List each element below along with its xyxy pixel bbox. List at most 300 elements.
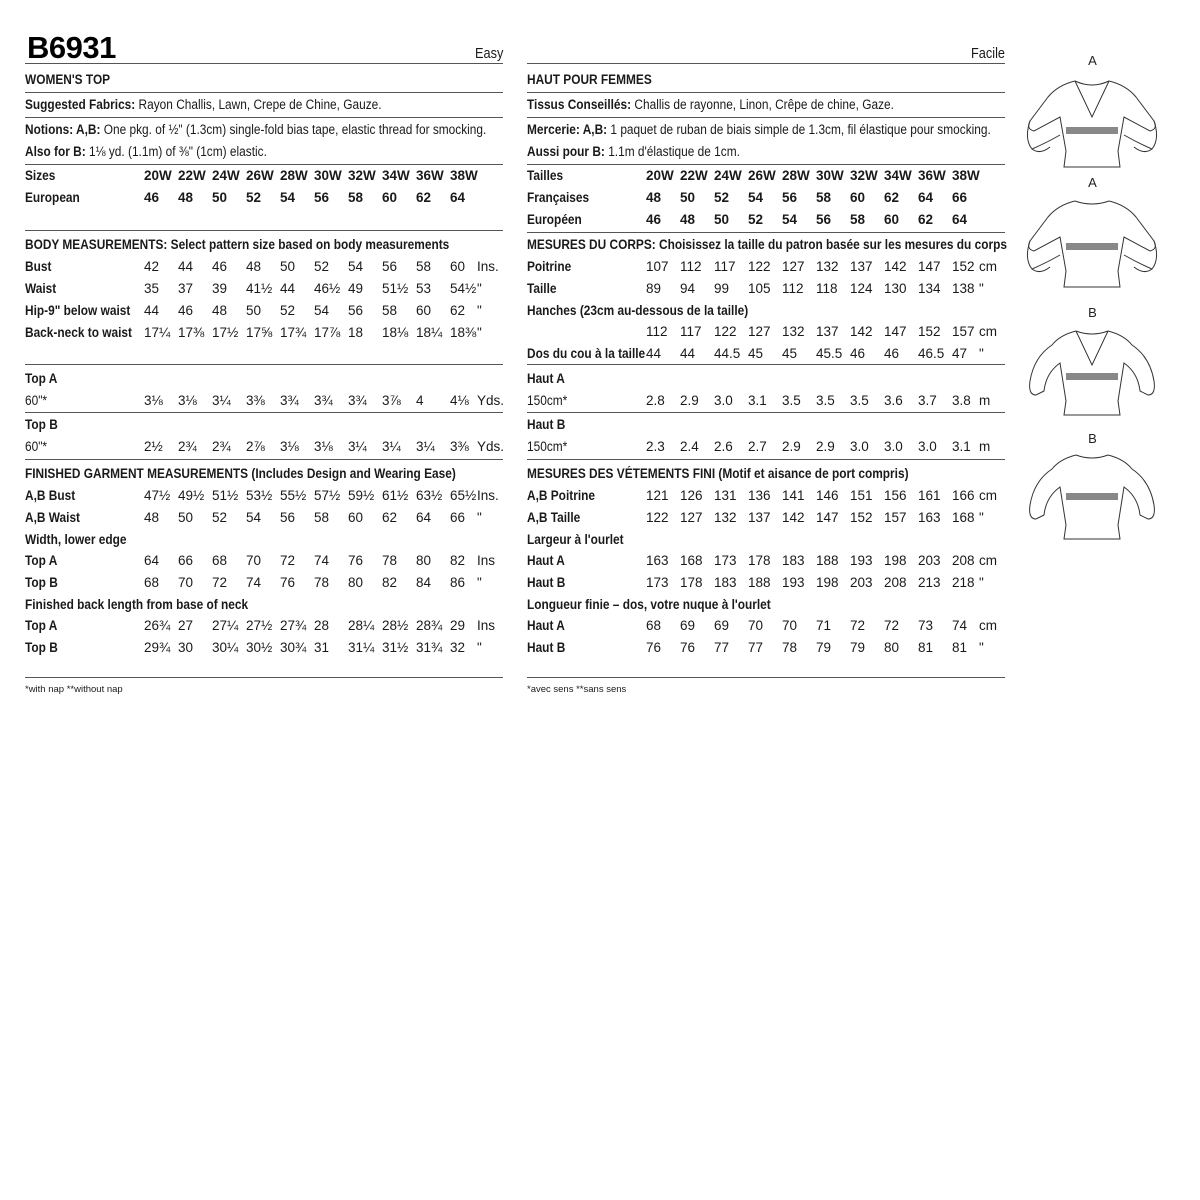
body-row — [527, 279, 1005, 299]
cell-value: 32W — [348, 168, 376, 183]
cell-value: 54 — [782, 212, 798, 227]
cell-value: 69 — [680, 618, 696, 633]
finished-waist-row — [25, 508, 503, 528]
unit-label: Ins. — [477, 259, 499, 274]
cell-value: 52 — [748, 212, 764, 227]
cell-value: 156 — [884, 488, 907, 503]
cell-value: 157 — [884, 510, 907, 525]
cell-value: 46 — [850, 346, 866, 361]
cell-value: 30 — [178, 640, 194, 655]
cell-value: 80 — [884, 640, 900, 655]
row-label: Finished back length from base of neck — [25, 597, 249, 612]
cell-value: 3.0 — [850, 439, 869, 454]
divider — [527, 412, 1005, 413]
cell-value: 121 — [646, 488, 669, 503]
cell-value: 118 — [816, 281, 838, 296]
view-a-back-letter: A — [1088, 175, 1097, 190]
cell-value: 45 — [782, 346, 798, 361]
body-row — [527, 344, 1005, 364]
row-label: Poitrine — [527, 259, 572, 274]
cell-value: 63½ — [416, 488, 443, 503]
cell-value: 28½ — [382, 618, 409, 633]
cell-value: 68 — [212, 553, 228, 568]
cell-value: 74 — [246, 575, 262, 590]
cell-value: 64 — [952, 212, 968, 227]
row-label: Width, lower edge — [25, 532, 127, 547]
cell-value: 31¼ — [348, 640, 375, 655]
cell-value: 161 — [918, 488, 941, 503]
cell-value: 17½ — [212, 325, 239, 340]
difficulty-label: Easy — [474, 45, 503, 62]
cell-value: 66 — [178, 553, 194, 568]
cell-value: 81 — [952, 640, 968, 655]
cell-value: 64 — [450, 190, 466, 205]
cell-value: 152 — [918, 324, 941, 339]
cell-value: 141 — [782, 488, 805, 503]
row-label: 150cm* — [527, 439, 568, 454]
top-b-heading — [25, 415, 503, 435]
cell-value: 188 — [748, 575, 771, 590]
cell-value: 168 — [952, 510, 975, 525]
cell-value: 22W — [178, 168, 206, 183]
cell-value: 152 — [952, 259, 975, 274]
cell-value: 59½ — [348, 488, 375, 503]
cell-value: 18⅛ — [382, 325, 409, 340]
cell-value: 44 — [280, 281, 296, 296]
cell-value: 58 — [314, 510, 330, 525]
cell-value: 26W — [748, 168, 776, 183]
row-label: Haut B — [527, 417, 566, 432]
cell-value: 3¾ — [348, 393, 367, 408]
body-heading — [527, 235, 1005, 255]
cell-value: 82 — [450, 553, 466, 568]
cell-value: 44 — [646, 346, 662, 361]
row-label: Largeur à l'ourlet — [527, 532, 624, 547]
cell-value: 56 — [382, 259, 398, 274]
cell-value: 112 — [782, 281, 804, 296]
cell-value: 58 — [850, 212, 866, 227]
length-b-row — [527, 638, 1005, 658]
cell-value: 56 — [280, 510, 296, 525]
cell-value: 56 — [816, 212, 832, 227]
cell-value: 18⅜ — [450, 325, 477, 340]
cell-value: 3.5 — [782, 393, 801, 408]
cell-value: 52 — [714, 190, 730, 205]
cell-value: 127 — [748, 324, 771, 339]
cell-value: 72 — [850, 618, 866, 633]
cell-value: 173 — [646, 575, 669, 590]
length-a-row — [527, 616, 1005, 636]
cell-value: 65½ — [450, 488, 477, 503]
cell-value: 62 — [416, 190, 432, 205]
cell-value: 24W — [212, 168, 240, 183]
cell-value: 3.0 — [884, 439, 903, 454]
cell-value: 3.8 — [952, 393, 971, 408]
cell-value: 178 — [748, 553, 771, 568]
top-b-front-drawing — [1020, 321, 1165, 421]
cell-value: 17⅜ — [178, 325, 205, 340]
haut-b-yardage-row — [527, 437, 1005, 457]
fabrics-line: Suggested Fabrics: Rayon Challis, Lawn, Crepe de Chine, Gauze. — [25, 97, 382, 112]
unit-label: " — [979, 575, 984, 590]
sizes-row — [25, 166, 503, 186]
also-for-b-line: Aussi pour B: 1.1m d'élastique de 1cm. — [527, 144, 740, 159]
cell-value: 48 — [178, 190, 194, 205]
cell-value: 26W — [246, 168, 274, 183]
cell-value: 3⅜ — [246, 393, 265, 408]
unit-label: " — [979, 510, 984, 525]
cell-value: 99 — [714, 281, 730, 296]
cell-value: 2½ — [144, 439, 163, 454]
cell-value: 70 — [246, 553, 262, 568]
width-a-row — [25, 551, 503, 571]
unit-label: " — [979, 281, 984, 296]
cell-value: 130 — [884, 281, 907, 296]
cell-value: 131 — [714, 488, 737, 503]
width-b-row — [25, 573, 503, 593]
unit-label: " — [477, 281, 482, 296]
cell-value: 17¼ — [144, 325, 171, 340]
cell-value: 198 — [816, 575, 839, 590]
cell-value: 74 — [952, 618, 968, 633]
top-a-front-drawing — [1020, 69, 1165, 174]
notions-line: Notions: A,B: One pkg. of ½" (1.3cm) single-fold bias tape, elastic thread for smocking. — [25, 122, 487, 137]
cell-value: 4⅛ — [450, 393, 469, 408]
row-label: Dos du cou à la taille — [527, 346, 646, 361]
footnote: *avec sens **sans sens — [527, 684, 627, 695]
cell-value: 193 — [850, 553, 873, 568]
width-heading — [527, 530, 1005, 550]
cell-value: 66 — [450, 510, 466, 525]
cell-value: 79 — [816, 640, 832, 655]
cell-value: 146 — [816, 488, 839, 503]
unit-label: " — [477, 325, 482, 340]
cell-value: 163 — [646, 553, 669, 568]
cell-value: 64 — [918, 190, 934, 205]
cell-value: 2.9 — [782, 439, 801, 454]
length-b-row — [25, 638, 503, 658]
cell-value: 117 — [714, 259, 736, 274]
unit-label: cm — [979, 324, 997, 339]
cell-value: 3.5 — [850, 393, 869, 408]
cell-value: 28¾ — [416, 618, 443, 633]
cell-value: 54 — [280, 190, 296, 205]
divider — [25, 92, 503, 93]
cell-value: 107 — [646, 259, 669, 274]
cell-value: 20W — [646, 168, 674, 183]
cell-value: 2⅞ — [246, 439, 265, 454]
cell-value: 80 — [416, 553, 432, 568]
divider — [527, 364, 1005, 365]
cell-value: 112 — [680, 259, 702, 274]
cell-value: 142 — [782, 510, 805, 525]
cell-value: 52 — [212, 510, 228, 525]
cell-value: 46 — [144, 190, 160, 205]
length-heading — [527, 595, 1005, 615]
cell-value: 66 — [952, 190, 968, 205]
top-b-back-drawing — [1020, 447, 1165, 547]
cell-value: 27 — [178, 618, 194, 633]
cell-value: 3¼ — [416, 439, 435, 454]
cell-value: 72 — [280, 553, 296, 568]
cell-value: 18¼ — [416, 325, 443, 340]
width-b-row — [527, 573, 1005, 593]
cell-value: 70 — [178, 575, 194, 590]
cell-value: 31 — [314, 640, 330, 655]
row-label: European — [25, 190, 80, 205]
view-drawings — [1020, 45, 1165, 545]
cell-value: 24W — [714, 168, 742, 183]
cell-value: 81 — [918, 640, 934, 655]
cell-value: 117 — [680, 324, 702, 339]
cell-value: 64 — [144, 553, 160, 568]
cell-value: 72 — [884, 618, 900, 633]
cell-value: 31½ — [382, 640, 409, 655]
cell-value: 50 — [680, 190, 696, 205]
cell-value: 20W — [144, 168, 172, 183]
cell-value: 55½ — [280, 488, 307, 503]
cell-value: 2.9 — [816, 439, 835, 454]
cell-value: 60 — [884, 212, 900, 227]
body-row — [25, 279, 503, 299]
notions-line: Mercerie: A,B: 1 paquet de ruban de biais simple de 1.3cm, fil élastique pour smocking. — [527, 122, 991, 137]
cell-value: 2.8 — [646, 393, 665, 408]
cell-value: 3⅞ — [382, 393, 401, 408]
cell-value: 46 — [178, 303, 194, 318]
row-label: Haut B — [527, 575, 566, 590]
view-a-letter: A — [1088, 53, 1097, 68]
cell-value: 48 — [646, 190, 662, 205]
cell-value: 29 — [450, 618, 466, 633]
row-label: Taille — [527, 281, 557, 296]
row-label: 150cm* — [527, 393, 568, 408]
cell-value: 3.1 — [952, 439, 971, 454]
cell-value: 60 — [416, 303, 432, 318]
european-row — [25, 188, 503, 208]
cell-value: 48 — [144, 510, 160, 525]
cell-value: 51½ — [382, 281, 409, 296]
cell-value: 30W — [816, 168, 844, 183]
cell-value: 44 — [178, 259, 194, 274]
cell-value: 56 — [348, 303, 364, 318]
cell-value: 32W — [850, 168, 878, 183]
cell-value: 56 — [782, 190, 798, 205]
cell-value: 53 — [416, 281, 432, 296]
cell-value: 54 — [314, 303, 330, 318]
cell-value: 77 — [748, 640, 764, 655]
cell-value: 26¾ — [144, 618, 171, 633]
section-title: WOMEN'S TOP — [25, 72, 111, 87]
row-label: 60"* — [25, 393, 48, 408]
row-label: Bust — [25, 259, 52, 274]
cell-value: 2.4 — [680, 439, 699, 454]
cell-value: 127 — [782, 259, 805, 274]
body-row — [25, 323, 503, 343]
cell-value: 178 — [680, 575, 703, 590]
cell-value: 52 — [314, 259, 330, 274]
view-b-back-letter: B — [1088, 431, 1097, 446]
section-title: HAUT POUR FEMMES — [527, 72, 652, 87]
cell-value: 77 — [714, 640, 730, 655]
divider — [25, 164, 503, 165]
cell-value: 3¼ — [212, 393, 231, 408]
cell-value: 46 — [884, 346, 900, 361]
cell-value: 142 — [884, 259, 907, 274]
unit-label: " — [477, 575, 482, 590]
cell-value: 80 — [348, 575, 364, 590]
cell-value: 132 — [714, 510, 737, 525]
cell-value: 89 — [646, 281, 662, 296]
divider — [527, 164, 1005, 165]
row-label: Top A — [25, 553, 58, 568]
cell-value: 37 — [178, 281, 194, 296]
cell-value: 147 — [884, 324, 907, 339]
cell-value: 126 — [680, 488, 703, 503]
width-heading — [25, 530, 503, 550]
cell-value: 58 — [816, 190, 832, 205]
cell-value: 49½ — [178, 488, 205, 503]
cell-value: 50 — [280, 259, 296, 274]
row-label: Sizes — [25, 168, 56, 183]
cell-value: 79 — [850, 640, 866, 655]
finished-heading — [25, 464, 503, 484]
haut-b-heading — [527, 415, 1005, 435]
cell-value: 198 — [884, 553, 907, 568]
cell-value: 3.6 — [884, 393, 903, 408]
unit-label: Ins. — [477, 488, 499, 503]
cell-value: 2¾ — [178, 439, 197, 454]
cell-value: 27½ — [246, 618, 273, 633]
cell-value: 147 — [918, 259, 941, 274]
cell-value: 3.5 — [816, 393, 835, 408]
divider — [25, 364, 503, 365]
unit-label: cm — [979, 488, 997, 503]
unit-label: Yds. — [477, 393, 505, 408]
cell-value: 30W — [314, 168, 342, 183]
cell-value: 152 — [850, 510, 873, 525]
body-row — [25, 257, 503, 277]
haut-a-heading — [527, 369, 1005, 389]
cell-value: 36W — [918, 168, 946, 183]
divider — [527, 459, 1005, 460]
view-b-letter: B — [1088, 305, 1097, 320]
footnote: *with nap **without nap — [25, 684, 123, 695]
cell-value: 47½ — [144, 488, 171, 503]
unit-label: m — [979, 393, 991, 408]
cell-value: 166 — [952, 488, 975, 503]
body-row — [527, 322, 1005, 342]
cell-value: 62 — [382, 510, 398, 525]
row-label: Haut A — [527, 553, 565, 568]
pattern-number: B6931 — [27, 30, 116, 65]
cell-value: 39 — [212, 281, 228, 296]
cell-value: 3⅛ — [314, 439, 333, 454]
divider — [527, 232, 1005, 233]
cell-value: 94 — [680, 281, 696, 296]
cell-value: 208 — [952, 553, 975, 568]
cell-value: 45.5 — [816, 346, 843, 361]
unit-label: " — [477, 510, 482, 525]
cell-value: 44 — [144, 303, 160, 318]
cell-value: 76 — [280, 575, 296, 590]
row-label: Hip-9" below waist — [25, 303, 131, 318]
cell-value: 122 — [714, 324, 737, 339]
cell-value: 2.6 — [714, 439, 733, 454]
cell-value: 82 — [382, 575, 398, 590]
cell-value: 53½ — [246, 488, 273, 503]
cell-value: 71 — [816, 618, 832, 633]
cell-value: 183 — [782, 553, 805, 568]
hip-heading — [527, 301, 1005, 321]
body-row — [527, 257, 1005, 277]
row-label: Top B — [25, 417, 58, 432]
row-label: MESURES DES VÉTEMENTS FINI (Motif et aisance de port compris) — [527, 466, 909, 481]
cell-value: 3⅜ — [450, 439, 469, 454]
unit-label: Ins — [477, 553, 496, 568]
cell-value: 60 — [348, 510, 364, 525]
unit-label: Yds. — [477, 439, 505, 454]
cell-value: 45 — [748, 346, 764, 361]
cell-value: 50 — [714, 212, 730, 227]
cell-value: 48 — [212, 303, 228, 318]
row-label: 60"* — [25, 439, 48, 454]
cell-value: 51½ — [212, 488, 239, 503]
cell-value: 29¾ — [144, 640, 171, 655]
row-label: FINISHED GARMENT MEASUREMENTS (Includes Design and Wearing Ease) — [25, 466, 456, 481]
cell-value: 28 — [314, 618, 330, 633]
cell-value: 134 — [918, 281, 941, 296]
cell-value: 27¼ — [212, 618, 239, 633]
cell-value: 193 — [782, 575, 805, 590]
cell-value: 76 — [348, 553, 364, 568]
cell-value: 58 — [382, 303, 398, 318]
divider — [527, 117, 1005, 118]
cell-value: 41½ — [246, 281, 273, 296]
cell-value: 64 — [416, 510, 432, 525]
row-label: Back-neck to waist — [25, 325, 132, 340]
cell-value: 4 — [416, 393, 424, 408]
finished-bust-row — [25, 486, 503, 506]
cell-value: 46½ — [314, 281, 341, 296]
cell-value: 68 — [144, 575, 160, 590]
divider — [25, 459, 503, 460]
cell-value: 173 — [714, 553, 737, 568]
cell-value: 60 — [450, 259, 466, 274]
cell-value: 30¼ — [212, 640, 239, 655]
cell-value: 122 — [646, 510, 669, 525]
row-label: Top A — [25, 371, 58, 386]
cell-value: 28¼ — [348, 618, 375, 633]
cell-value: 183 — [714, 575, 737, 590]
cell-value: 76 — [646, 640, 662, 655]
cell-value: 46.5 — [918, 346, 945, 361]
row-label: Longueur finie – dos, votre nuque à l'ourlet — [527, 597, 771, 612]
cell-value: 124 — [850, 281, 873, 296]
difficulty-label: Facile — [970, 45, 1005, 62]
cell-value: 122 — [748, 259, 771, 274]
cell-value: 73 — [918, 618, 934, 633]
cell-value: 137 — [850, 259, 873, 274]
cell-value: 17¾ — [280, 325, 307, 340]
cell-value: 30¾ — [280, 640, 307, 655]
cell-value: 22W — [680, 168, 708, 183]
cell-value: 17⅝ — [246, 325, 273, 340]
cell-value: 72 — [212, 575, 228, 590]
row-label: A,B Waist — [25, 510, 81, 525]
finished-waist-row — [527, 508, 1005, 528]
cell-value: 3¾ — [280, 393, 299, 408]
cell-value: 60 — [382, 190, 398, 205]
